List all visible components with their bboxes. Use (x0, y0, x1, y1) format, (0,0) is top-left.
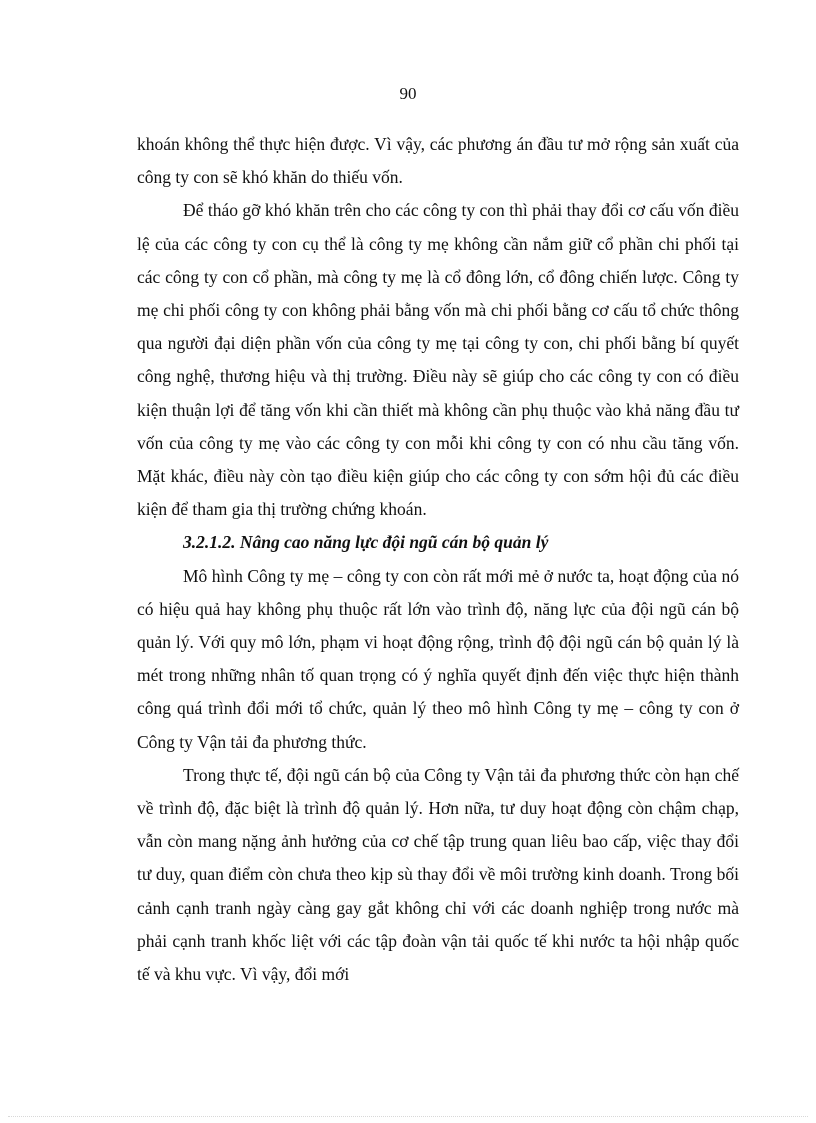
paragraph-current-situation: Trong thực tế, đội ngũ cán bộ của Công ty Vận tải đa phương thức còn hạn chế về trình độ, đặc biệt là trình độ quản lý. Hơn nữa, tư duy hoạt động còn chậm chạp, vẫn còn mang nặng ảnh hưởng của cơ chế tập trung quan liêu bao cấp, việc thay đổi tư duy, quan điểm còn chưa theo kịp sù thay đổi về môi trường kinh doanh. Trong bối cảnh cạnh tranh ngày càng gay gắt không chỉ với các doanh nghiệp trong nước mà phải cạnh tranh khốc liệt với các tập đoàn vận tải quốc tế khi nước ta hội nhập quốc tế và khu vực. Vì vậy, đổi mới (137, 764, 739, 985)
page-number: 90 (399, 84, 417, 103)
page-body (137, 128, 739, 991)
paragraph-capital-structure: Để tháo gỡ khó khăn trên cho các công ty con thì phải thay đổi cơ cấu vốn điều lệ của các công ty con cụ thể là công ty mẹ không cần nắm giữ cổ phần chi phối tại các công ty con cổ phần, mà công ty mẹ là cổ đông lớn, cổ đông chiến lược. Công ty mẹ chi phối công ty con không phải bằng vốn mà chi phối bằng cơ cấu tổ chức thông qua người đại diện phần vốn của công ty mẹ tại công ty con, chi phối bằng bí quyết công nghệ, thương hiệu và thị trường. Điều này sẽ giúp cho các công ty con có điều kiện thuận lợi để tăng vốn khi cần thiết mà không cần phụ thuộc vào khả năng đầu tư vốn của công ty mẹ vào các công ty con mỗi khi công ty con có nhu cầu tăng vốn. Mặt khác, điều này còn tạo điều kiện giúp cho các công ty con sớm hội đủ các điều kiện để tham gia thị trường chứng khoán. (137, 200, 739, 520)
paragraph-continuation: khoán không thể thực hiện được. Vì vậy, các phương án đầu tư mở rộng sản xuất của công ty con sẽ khó khăn do thiếu vốn. (137, 134, 739, 188)
page-bottom-divider (8, 1116, 808, 1117)
section-heading: 3.2.1.2. Nâng cao năng lực đội ngũ cán bộ quản lý (183, 532, 549, 553)
paragraph-management-capacity: Mô hình Công ty mẹ – công ty con còn rất mới mẻ ở nước ta, hoạt động của nó có hiệu quả hay không phụ thuộc rất lớn vào trình độ, năng lực của đội ngũ cán bộ quản lý. Với quy mô lớn, phạm vi hoạt động rộng, trình độ đội ngũ cán bộ quản lý là mét trong những nhân tố quan trọng có ý nghĩa quyết định đến việc thực hiện thành công quá trình đổi mới tổ chức, quản lý theo mô hình Công ty mẹ – công ty con ở Công ty Vận tải đa phương thức. (137, 565, 739, 752)
